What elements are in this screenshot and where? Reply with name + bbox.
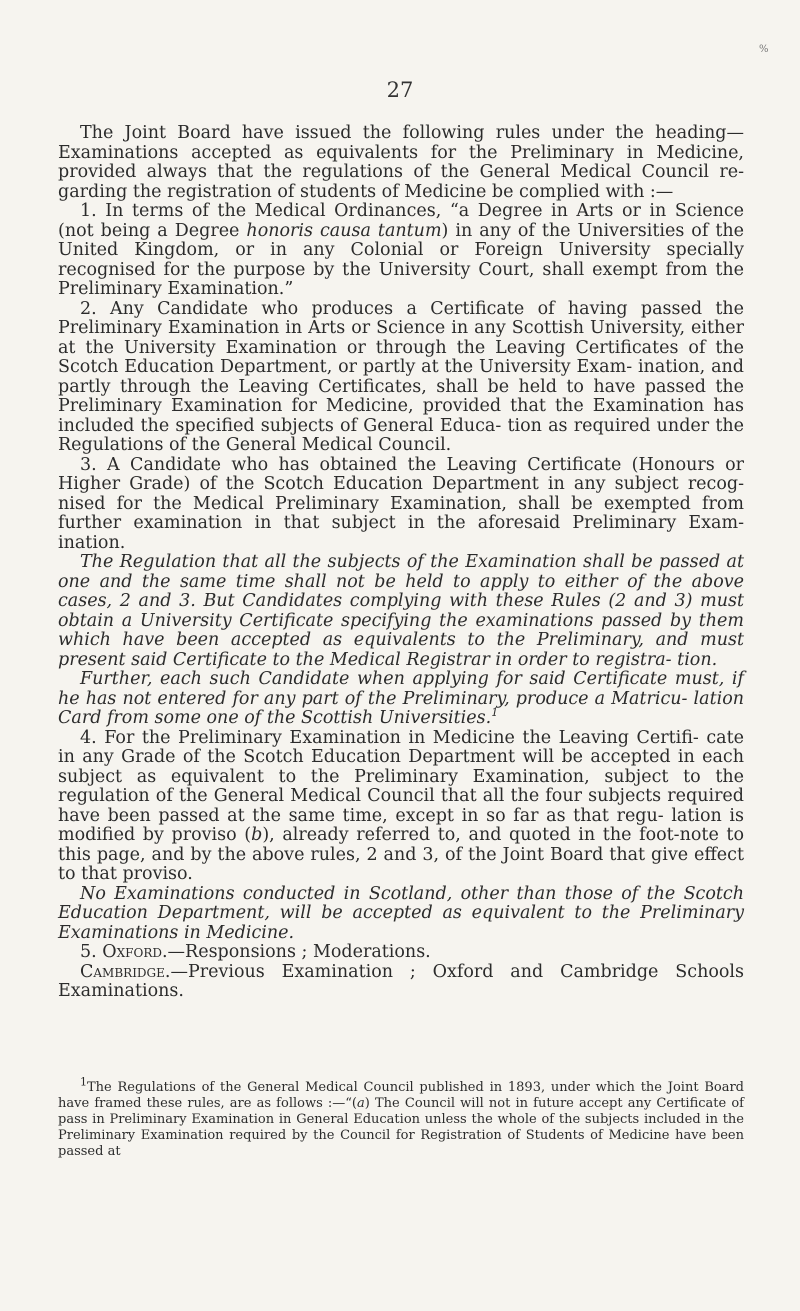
matriculation-note-paragraph [58, 670, 744, 729]
rule-2-paragraph: 2. Any Candidate who produces a Certificate of having passed the Preliminary Examination in Arts or Science in any Scottish University, either at the University Examination or through the Leaving Certificates of the Scotch Education Department, or partly at the University Exam- ination, and partly through the Leaving Certificates, shall be held to have passed the Preliminary Examination for Medicine, provided that the Examination has included the specified subjects of General Educa- tion as required under the Regulations of the General Medical Council. [58, 298, 744, 455]
rule-5-oxford-paragraph [58, 943, 744, 963]
rule-3-paragraph: 3. A Candidate who has obtained the Leaving Certificate (Honours or Higher Grade) of the Scotch Education Department in any subject recog- nised for the Medical Preliminary Examination, shall be exempted from further examination in that subject in the aforesaid Preliminary Exam- ination. [58, 454, 744, 553]
page-number: 27 [386, 78, 414, 102]
margin-mark: % [759, 44, 769, 55]
cambridge-examinations: .—Previous Examination ; Oxford and Cambridge Schools Examinations. [58, 961, 744, 1001]
rule-5-number: 5. [80, 942, 103, 962]
footnote-reference: 1 [491, 706, 499, 720]
rule-1-paragraph [58, 202, 744, 300]
rule-4-text-start: 4. For the Preliminary Examination in Medicine the Leaving Certifi- cate in any Grade of the Scotch Education Department will be accepted in each subject as equivalent to the Preliminary Examination, subject to the regulation of the General Medical Council that all the four subjects required have been passed at the same time, except in so far as that regu- lation is modified by proviso ( [58, 727, 744, 845]
intro-paragraph: The Joint Board have issued the following rules under the heading— Examinations accepted as equivalents for the Preliminary in Medicine, provided always that the regulations of the General Medical Council re- garding the registration of students of Medicine be complied with :— [58, 123, 744, 202]
regulation-note-paragraph: The Regulation that all the subjects of the Examination shall be passed at one and the same time shall not be held to apply to either of the above cases, 2 and 3. But Candidates complying with these Rules (2 and 3) must obtain a University Certificate specifying the examinations passed by them which have been accepted as equivalents to the Preliminary, and must present said Certificate to the Medical Registrar in order to registra- tion. [58, 552, 744, 670]
oxford-heading: Oxford [102, 942, 162, 962]
rule-5-cambridge-paragraph [58, 963, 744, 1002]
footnote-marker: 1 [80, 1075, 87, 1089]
rule-4-proviso-letter: b [251, 825, 263, 845]
footnote-text-end: ) The Council will not in future accept any Certificate of pass in Preliminary Examination in General Education unless the whole of the subjects included in the Preliminary Examination required by the Council for Registration of Students of Medicine have been passed at [58, 1096, 744, 1159]
rule-1-latin-phrase: honoris causa tantum [246, 220, 442, 241]
footnote-italic-letter: a [357, 1096, 365, 1111]
footnote [58, 1075, 744, 1160]
footnote-text-start: The Regulations of the General Medical Council published in 1893, under which the Joint Board have framed these rules, are as follows :—“( [58, 1080, 744, 1111]
rule-4-text-end: ), already referred to, and quoted in the foot-note to this page, and by the above rules, 2 and 3, of the Joint Board that give effect to that proviso. [58, 825, 745, 884]
rule-1-text-end: ) in any of the Universities of the United Kingdom, or in any Colonial or Foreign University specially recognised for the purpose by the University Court, shall exempt from the Preliminary Examination.” [58, 220, 744, 299]
oxford-examinations: .—Responsions ; Moderations. [161, 942, 431, 962]
cambridge-heading: Cambridge [80, 961, 165, 982]
rule-1-text-start: 1. In terms of the Medical Ordinances, “a Degree in Arts or in Science (not being a Degree [58, 201, 744, 241]
matriculation-note-text: Further, each such Candidate when applying for said Certificate must, if he has not entered for any part of the Preliminary, produce a Matricu- lation Card from some one of the Scottish Universities. [58, 669, 744, 728]
scotland-note-paragraph: No Examinations conducted in Scotland, other than those of the Scotch Education Department, will be accepted as equivalent to the Preliminary Examinations in Medicine. [58, 883, 744, 943]
rule-4-paragraph [58, 729, 744, 885]
main-text [58, 124, 744, 1002]
